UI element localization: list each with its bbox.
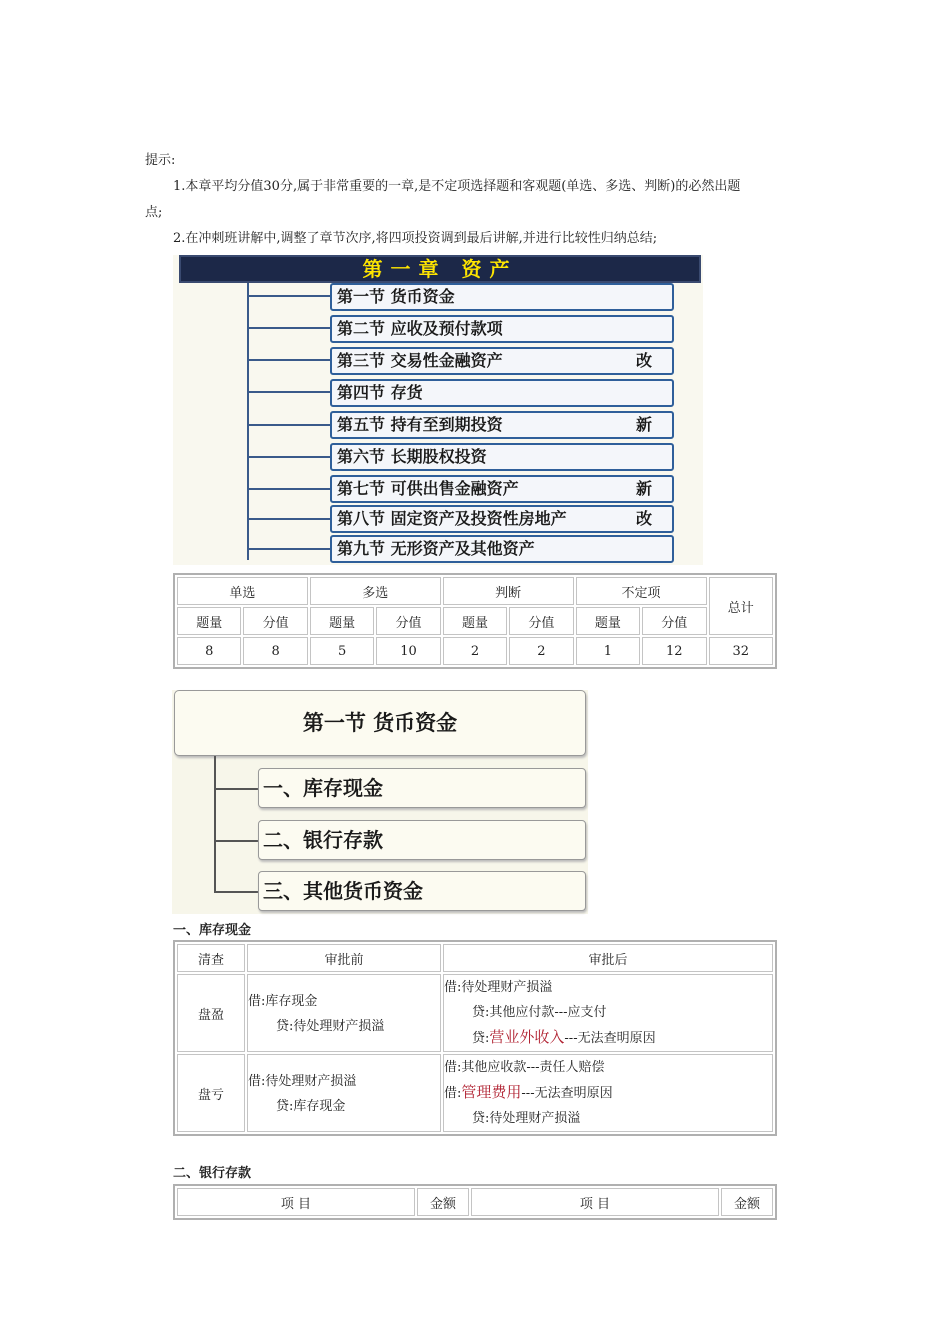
section-label: 第二节 应收及预付款项	[337, 319, 503, 338]
section-label: 第五节 持有至到期投资	[337, 415, 503, 434]
tree-branch	[247, 391, 330, 393]
chapter-section-8	[330, 505, 674, 533]
tree-branch	[247, 359, 330, 361]
chapter-title: 第一章 资产	[179, 255, 701, 283]
tree-branch	[247, 327, 330, 329]
header-before: 审批前	[247, 944, 441, 972]
value-cell: 8	[177, 637, 241, 665]
intro-block	[145, 148, 825, 252]
surplus-before	[247, 974, 441, 1052]
chapter-section-5	[330, 411, 674, 439]
chapter-section-6	[330, 443, 674, 471]
highlight-account: 管理费用	[461, 1083, 522, 1101]
row-label-shortage: 盘亏	[177, 1054, 245, 1132]
section-tag: 改	[635, 351, 652, 370]
section-title: 第一节 货币资金	[174, 690, 586, 756]
entry-line	[444, 1080, 772, 1106]
value-cell: 10	[376, 637, 440, 665]
entry-line: 贷:待处理财产损溢	[472, 1111, 581, 1126]
entry-line: 借:待处理财产损溢	[248, 1074, 357, 1089]
tree-branch	[247, 456, 330, 458]
entry-line: 贷:其他应付款---应支付	[472, 1005, 607, 1020]
tree-branch	[247, 424, 330, 426]
section-item-3: 三、其他货币资金	[258, 871, 586, 911]
value-cell: 1	[576, 637, 640, 665]
section-diagram	[172, 690, 588, 914]
entry-suffix: ---无法查明原因	[564, 1031, 656, 1046]
section-label: 第一节 货币资金	[337, 287, 455, 306]
hint-point-1: 1.本章平均分值30分,属于非常重要的一章,是不定项选择题和客观题(单选、多选、判断)的必然出题	[173, 179, 741, 194]
subheader-count: 题量	[177, 607, 241, 635]
hint-label: 提示:	[145, 153, 176, 168]
cash-heading: 一、库存现金	[173, 923, 252, 938]
entry-line: 借:其他应收款---责任人赔偿	[444, 1060, 605, 1075]
section-item-1: 一、库存现金	[258, 768, 586, 808]
shortage-before	[247, 1054, 441, 1132]
bank-table	[173, 1184, 777, 1220]
score-table	[173, 573, 777, 669]
shortage-after	[443, 1054, 773, 1132]
header-multi-choice: 多选	[310, 577, 441, 605]
chapter-section-1	[330, 283, 674, 311]
bank-heading: 二、银行存款	[173, 1166, 252, 1181]
section-label: 第八节 固定资产及投资性房地产	[337, 509, 567, 528]
value-cell: 8	[243, 637, 307, 665]
tree-branch	[214, 788, 258, 790]
section-tag: 新	[635, 415, 652, 434]
subheader-count: 题量	[310, 607, 374, 635]
header-item: 项 目	[471, 1188, 719, 1216]
header-item: 项 目	[177, 1188, 415, 1216]
section-label: 第六节 长期股权投资	[337, 447, 487, 466]
hint-point-2: 2.在冲刺班讲解中,调整了章节次序,将四项投资调到最后讲解,并进行比较性归纳总结;	[173, 231, 658, 246]
section-tag: 改	[635, 509, 652, 528]
value-cell: 2	[509, 637, 573, 665]
value-cell: 12	[642, 637, 706, 665]
surplus-after	[443, 974, 773, 1052]
highlight-account: 营业外收入	[489, 1028, 565, 1046]
entry-line: 借:库存现金	[248, 994, 318, 1009]
subheader-count: 题量	[576, 607, 640, 635]
chapter-section-9	[330, 535, 674, 563]
value-cell: 5	[310, 637, 374, 665]
section-label: 第七节 可供出售金融资产	[337, 479, 519, 498]
section-tag: 新	[635, 479, 652, 498]
chapter-section-2	[330, 315, 674, 343]
header-true-false: 判断	[443, 577, 574, 605]
row-label-surplus: 盘盈	[177, 974, 245, 1052]
header-indefinite: 不定项	[576, 577, 707, 605]
subheader-score: 分值	[243, 607, 307, 635]
tree-branch	[247, 548, 330, 550]
entry-line	[444, 1025, 772, 1051]
section-label: 第三节 交易性金融资产	[337, 351, 503, 370]
tree-branch	[214, 840, 258, 842]
tree-branch	[247, 518, 330, 520]
section-item-2: 二、银行存款	[258, 820, 586, 860]
entry-prefix: 贷:	[472, 1031, 490, 1046]
total-value: 32	[709, 637, 774, 665]
hint-point-1-cont: 点;	[145, 205, 163, 220]
entry-line: 贷:库存现金	[276, 1099, 346, 1114]
subheader-score: 分值	[642, 607, 706, 635]
cash-table	[173, 940, 777, 1136]
tree-branch	[247, 295, 330, 297]
tree-branch	[247, 488, 330, 490]
chapter-diagram	[173, 255, 703, 565]
entry-line: 贷:待处理财产损溢	[276, 1019, 385, 1034]
header-check: 清查	[177, 944, 245, 972]
chapter-section-7	[330, 475, 674, 503]
value-cell: 2	[443, 637, 507, 665]
section-label: 第四节 存货	[337, 383, 423, 402]
tree-branch	[214, 891, 258, 893]
chapter-section-4	[330, 379, 674, 407]
chapter-section-3	[330, 347, 674, 375]
header-after: 审批后	[443, 944, 773, 972]
subheader-score: 分值	[376, 607, 440, 635]
subheader-count: 题量	[443, 607, 507, 635]
entry-suffix: ---无法查明原因	[521, 1086, 613, 1101]
header-amount: 金额	[721, 1188, 773, 1216]
header-single-choice: 单选	[177, 577, 308, 605]
entry-prefix: 借:	[444, 1086, 462, 1101]
section-label: 第九节 无形资产及其他资产	[337, 539, 535, 558]
tree-trunk	[214, 756, 216, 892]
subheader-score: 分值	[509, 607, 573, 635]
entry-line: 借:待处理财产损溢	[444, 980, 553, 995]
header-amount: 金额	[417, 1188, 469, 1216]
header-total: 总计	[709, 577, 774, 635]
